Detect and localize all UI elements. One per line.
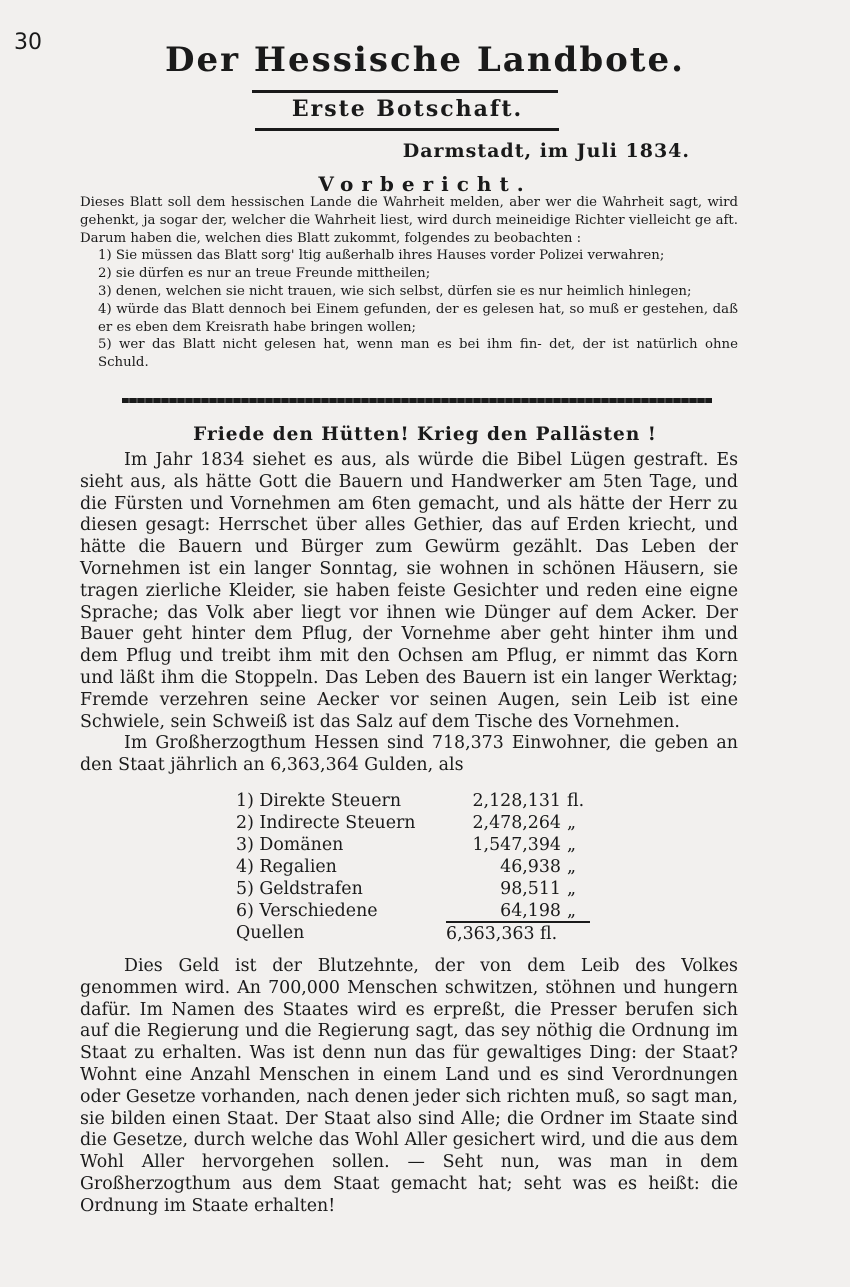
tax-row (236, 856, 597, 878)
tax-amount: 98,511 (500, 879, 561, 899)
tax-total: 6,363,363 fl. (446, 924, 558, 944)
page-number: 30 (14, 30, 42, 55)
paragraph: Dies Geld ist der Blutzehnte, der von dem Leib des Volkes genommen wird. An 700,000 Menschen schwitzen, stöhnen und hungern dafür. Im Namen des Staates wird es erpreßt, die Presser berufen sich auf die Regierung und die Regierung sagt, das sey nöthig die Ordnung im Staat zu erhalten. Was ist denn nun das für gewaltiges Ding: der Staat? Wohnt eine Anzahl Menschen in einem Land und es sind Verordnungen oder Gesetze vorhanden, nach denen jeder sich richten muß, so sagt man, sie bilden einen Staat. Der Staat also sind Alle; die Ordner im Staate sind die Gesetze, durch welche das Wohl Aller gesichert wird, und die aus dem Wohl Aller hervorgehen sollen. — Seht nun, was man in dem Großherzogthum aus dem Staat gemacht hat; seht was es heißt: die Ordnung im Staate erhalten! (80, 956, 738, 1216)
tax-unit: „ (567, 813, 577, 833)
tax-row (236, 812, 597, 834)
tax-unit: fl. (567, 791, 585, 811)
tax-label: 4) Regalien (236, 857, 337, 877)
tax-amount: 64,198 (500, 901, 561, 921)
tax-amount: 2,128,131 (472, 791, 561, 811)
tax-label: 1) Direkte Steuern (236, 791, 402, 811)
vorbericht-item: 3) denen, welchen sie nicht trauen, wie sich selbst, dürfen sie es nur heimlich hinlegen; (98, 283, 692, 299)
tax-unit: „ (567, 901, 577, 921)
tax-label: 6) Verschiedene Quellen (236, 901, 378, 943)
tax-unit: „ (567, 857, 577, 877)
title-rule-bottom (255, 128, 559, 131)
paragraph: Im Großherzogthum Hessen sind 718,373 Einwohner, die geben an den Staat jährlich an 6,363,364 Gulden, als (80, 733, 738, 776)
motto: Friede den Hütten! Krieg den Pallästen ! (193, 424, 657, 445)
sum-rule (446, 921, 590, 923)
tax-row (236, 790, 597, 812)
main-text-upper (80, 450, 738, 777)
section-divider (122, 398, 712, 403)
tax-amount: 46,938 (500, 857, 561, 877)
tax-row (236, 834, 597, 856)
vorbericht-item: 5) wer das Blatt nicht gelesen hat, wenn man es bei ihm fin- det, der ist natürlich ohne Schuld. (98, 337, 738, 371)
dateline: Darmstadt, im Juli 1834. (402, 140, 690, 162)
tax-amount: 2,478,264 (472, 813, 561, 833)
tax-label: 2) Indirecte Steuern (236, 813, 416, 833)
tax-row (236, 878, 597, 900)
tax-label: 5) Geldstrafen (236, 879, 363, 899)
paragraph: Im Jahr 1834 siehet es aus, als würde die Bibel Lügen gestraft. Es sieht aus, als hätte Gott die Bauern und Handwerker am 5ten Tage, und die Fürsten und Vornehmen am 6ten gemacht, und als hätte der Herr zu diesen gesagt: Herrschet über alles Gethier, das auf Erden kriecht, und hätte die Bauern und Bürger zum Gewürm gezählt. Das Leben der Vornehmen ist ein langer Sonntag, sie wohnen in schönen Häusern, sie tragen zierliche Kleider, sie haben feiste Gesichter und reden eine eigne Sprache; das Volk aber liegt vor ihnen wie Dünger auf dem Acker. Der Bauer geht hinter dem Pflug, der Vornehme aber geht hinter ihm und dem Pflug und treibt ihm mit den Ochsen am Pflug, er nimmt das Korn und läßt ihm die Stoppeln. Das Leben des Bauern ist ein langer Werktag; Fremde verzehren seine Aecker vor seinen Augen, sein Leib ist eine Schwiele, sein Schweiß ist das Salz auf dem Tische des Vornehmen. (80, 450, 738, 732)
tax-unit: „ (567, 835, 577, 855)
vorbericht-item: 1) Sie müssen das Blatt sorg' ltig außerhalb ihres Hauses vorder Polizei verwahren; (98, 248, 665, 264)
subtitle: Erste Botschaft. (291, 96, 524, 122)
vorbericht-item: 4) würde das Blatt dennoch bei Einem gefunden, der es gelesen hat, so muß er gestehen, daß er es eben dem Kreisrath habe bringen wollen; (98, 301, 738, 335)
vorbericht-heading: Vorbericht. (318, 172, 532, 196)
tax-label: 3) Domänen (236, 835, 344, 855)
tax-amount: 1,547,394 (472, 835, 561, 855)
title-rule-top (252, 90, 558, 93)
tax-unit: „ (567, 879, 577, 899)
page-title: Der Hessische Landbote. (165, 40, 685, 80)
vorbericht-intro: Dieses Blatt soll dem hessischen Lande die Wahrheit melden, aber wer die Wahrheit sagt, wird gehenkt, ja sogar der, welcher die Wahrheit liest, wird durch meineidige Richter vielleicht ge aft. Darum haben die, welchen dies Blatt zukommt, folgendes zu beobachten : (80, 195, 738, 246)
main-text-lower (80, 956, 738, 1218)
vorbericht-item: 2) sie dürfen es nur an treue Freunde mittheilen; (98, 266, 431, 282)
vorbericht-body (80, 194, 738, 372)
